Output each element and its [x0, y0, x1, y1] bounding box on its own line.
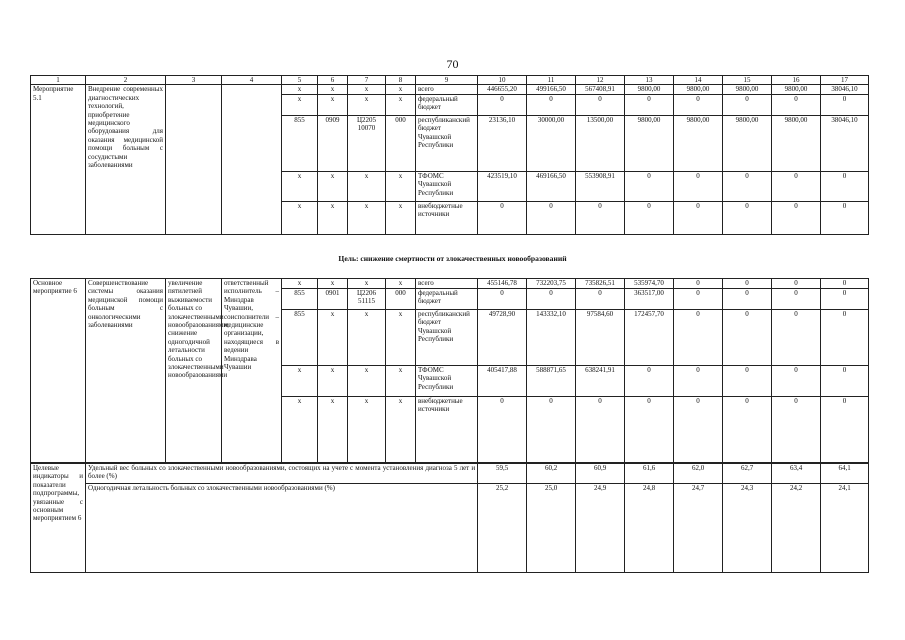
table-cell: 732203,75 [527, 279, 576, 289]
table-cell: 9800,00 [674, 85, 723, 94]
header-cell: 7 [348, 76, 386, 85]
table-row [31, 85, 869, 94]
indicator-value: 24,8 [625, 484, 674, 573]
table-cell: x [386, 85, 416, 94]
indicator-value: 24,1 [821, 484, 869, 573]
table-cell: x [386, 310, 416, 366]
funding-source-cell: всего [416, 85, 478, 94]
indicator-value: 62,7 [723, 464, 772, 484]
table-cell: x [386, 279, 416, 289]
header-cell: 3 [166, 76, 222, 85]
funding-source-cell: ТФОМС Чувашской Республики [416, 366, 478, 397]
table-cell: x [348, 201, 386, 234]
table-cell: 0 [821, 289, 869, 310]
funding-source-cell: ТФОМС Чувашской Республики [416, 171, 478, 201]
indicator-value: 24,3 [723, 484, 772, 573]
header-cell: 5 [282, 76, 318, 85]
indicator-row [31, 484, 869, 573]
table-cell: 0 [821, 201, 869, 234]
indicator-value: 59,5 [478, 464, 527, 484]
indicator-value: 25,0 [527, 484, 576, 573]
budget-table-main-event-6 [30, 278, 869, 463]
table-cell: x [348, 85, 386, 94]
header-cell: 9 [416, 76, 478, 85]
table-cell: 0 [625, 201, 674, 234]
table-cell: 0 [527, 201, 576, 234]
header-cell: 10 [478, 76, 527, 85]
table-cell: x [282, 279, 318, 289]
indicator-value: 60,9 [576, 464, 625, 484]
executor-cell [222, 85, 282, 234]
table-cell: 0 [723, 289, 772, 310]
funding-source-cell: федеральный бюджет [416, 94, 478, 115]
header-cell: 16 [772, 76, 821, 85]
table-cell: 0 [478, 94, 527, 115]
table-cell: 0 [527, 397, 576, 463]
table-cell: x [318, 310, 348, 366]
table-cell: 0 [625, 94, 674, 115]
indicators-table [30, 463, 869, 573]
table-cell: x [318, 366, 348, 397]
indicators-label-cell: Целевые индикаторы и показатели подпрограммы, увязанные с основным мероприятием 6 [31, 464, 86, 573]
indicator-value: 63,4 [772, 464, 821, 484]
table-cell: x [386, 201, 416, 234]
funding-source-cell: федеральный бюджет [416, 289, 478, 310]
table-cell: 0 [674, 94, 723, 115]
table-cell: x [318, 279, 348, 289]
table-cell: 38046,10 [821, 85, 869, 94]
table-cell: x [348, 279, 386, 289]
table-cell: 0 [772, 279, 821, 289]
header-cell: 14 [674, 76, 723, 85]
table-cell: 0 [723, 366, 772, 397]
table-cell: 0 [527, 289, 576, 310]
table-cell: 455146,78 [478, 279, 527, 289]
table-cell: 405417,88 [478, 366, 527, 397]
table-cell: 0 [478, 397, 527, 463]
table-cell: 0 [576, 397, 625, 463]
table-cell: x [282, 85, 318, 94]
table-cell: x [386, 171, 416, 201]
table-cell: 23136,10 [478, 115, 527, 171]
header-cell: 8 [386, 76, 416, 85]
table-cell: 0 [821, 397, 869, 463]
table-cell: 9800,00 [772, 115, 821, 171]
indicator-text-cell: Удельный вес больных со злокачественными новообразованиями, состоящих на учете с момента установления диагноза 5 лет и более (%) [86, 464, 478, 484]
header-cell: 6 [318, 76, 348, 85]
table-cell: x [348, 397, 386, 463]
table-cell: 0 [478, 289, 527, 310]
table-cell: x [386, 397, 416, 463]
header-cell: 13 [625, 76, 674, 85]
table-cell: 0 [772, 289, 821, 310]
table-cell: 855 [282, 310, 318, 366]
indicator-value: 24,2 [772, 484, 821, 573]
table-cell: 0 [821, 94, 869, 115]
funding-source-cell: внебюджетные источники [416, 201, 478, 234]
table-cell: x [318, 94, 348, 115]
table-cell: 0 [772, 366, 821, 397]
table-cell: 0 [821, 171, 869, 201]
header-row [31, 76, 869, 85]
table-cell: 0909 [318, 115, 348, 171]
header-cell: 17 [821, 76, 869, 85]
table-cell: 9800,00 [625, 115, 674, 171]
header-cell: 15 [723, 76, 772, 85]
table-cell: x [318, 85, 348, 94]
table-cell: 0 [772, 397, 821, 463]
funding-source-cell: внебюджетные источники [416, 397, 478, 463]
table-cell: 0 [772, 310, 821, 366]
goal-indicator-cell [166, 85, 222, 234]
indicator-text-cell: Одногодичная летальность больных со злокачественными новообразованиями (%) [86, 484, 478, 573]
table-cell: 0 [821, 310, 869, 366]
table-cell: 0 [674, 397, 723, 463]
table-cell: x [348, 171, 386, 201]
funding-source-cell: республиканский бюджет Чувашской Республики [416, 115, 478, 171]
table-cell: 553908,91 [576, 171, 625, 201]
table-cell: x [282, 201, 318, 234]
table-cell: x [318, 171, 348, 201]
table-cell: 000 [386, 115, 416, 171]
table-cell: 567408,91 [576, 85, 625, 94]
table-cell: 0 [723, 279, 772, 289]
funding-source-cell: республиканский бюджет Чувашской Республики [416, 310, 478, 366]
table-cell: x [318, 397, 348, 463]
table-cell: 0 [821, 279, 869, 289]
table-cell: 0 [674, 201, 723, 234]
indicator-value: 60,2 [527, 464, 576, 484]
table-cell: 0 [723, 310, 772, 366]
table-cell: x [348, 310, 386, 366]
table-cell: x [282, 94, 318, 115]
table-cell: 0 [723, 397, 772, 463]
table-cell: 423519,10 [478, 171, 527, 201]
table-cell: 0 [674, 310, 723, 366]
table-cell: 0 [674, 366, 723, 397]
indicator-value: 61,6 [625, 464, 674, 484]
table-cell: 9800,00 [772, 85, 821, 94]
table-cell: 0 [772, 94, 821, 115]
event-name-cell: Основное мероприятие 6 [31, 279, 86, 463]
table-cell: 97584,60 [576, 310, 625, 366]
table-cell: 0 [723, 94, 772, 115]
table-cell: 0 [772, 201, 821, 234]
header-cell: 11 [527, 76, 576, 85]
indicator-row [31, 464, 869, 484]
table-cell: 0 [723, 171, 772, 201]
executor-cell: ответственный исполнитель – Минздрав Чувашии, соисполнители – медицинские организации, находящиеся в ведении Минздрава Чувашии [222, 279, 282, 463]
table-cell: x [318, 201, 348, 234]
indicator-value: 62,0 [674, 464, 723, 484]
table-cell: 9800,00 [674, 115, 723, 171]
table-row [31, 279, 869, 289]
table-cell: x [282, 366, 318, 397]
table-cell: x [282, 397, 318, 463]
table-cell: 0901 [318, 289, 348, 310]
table-cell: 000 [386, 289, 416, 310]
table-cell: 38046,10 [821, 115, 869, 171]
table-cell: 535974,70 [625, 279, 674, 289]
table-cell: 446655,20 [478, 85, 527, 94]
table-cell: Ц2206 51115 [348, 289, 386, 310]
table-cell: 9800,00 [723, 115, 772, 171]
header-cell: 12 [576, 76, 625, 85]
header-cell: 2 [86, 76, 166, 85]
table-cell: 588871,65 [527, 366, 576, 397]
header-cell: 4 [222, 76, 282, 85]
indicator-value: 25,2 [478, 484, 527, 573]
budget-table-event-5-1 [30, 75, 869, 235]
goal-indicator-cell: увеличение пятилетней выживаемости больных со злокачественными новообразованиями; снижение одногодичной летальности больных со злокачественными новообразованиями [166, 279, 222, 463]
table-cell: 49728,90 [478, 310, 527, 366]
table-cell: 0 [674, 289, 723, 310]
page-number: 70 [446, 57, 459, 71]
table-cell: 363517,00 [625, 289, 674, 310]
table-cell: Ц2205 10070 [348, 115, 386, 171]
funding-source-cell: всего [416, 279, 478, 289]
table-cell: 9800,00 [723, 85, 772, 94]
goal-heading: Цель: снижение смертности от злокачественных новообразований [338, 254, 567, 263]
table-cell: 0 [576, 289, 625, 310]
table-cell: 855 [282, 289, 318, 310]
table-cell: x [386, 94, 416, 115]
table-cell: 9800,00 [625, 85, 674, 94]
table-cell: 0 [576, 201, 625, 234]
table-cell: 0 [625, 397, 674, 463]
event-description-cell: Внедрение современных диагностических технологий, приобретение медицинского оборудования для оказания медицинской помощи больным с сосудистыми заболеваниями [86, 85, 166, 234]
table-cell: 0 [674, 279, 723, 289]
table-cell: 0 [478, 201, 527, 234]
table-cell: 0 [674, 171, 723, 201]
table-cell: 13500,00 [576, 115, 625, 171]
header-cell: 1 [31, 76, 86, 85]
table-cell: 469166,50 [527, 171, 576, 201]
table-cell: 0 [576, 94, 625, 115]
table-cell: 499166,50 [527, 85, 576, 94]
event-name-cell: Мероприятие 5.1 [31, 85, 86, 234]
table-cell: 143332,10 [527, 310, 576, 366]
table-cell: x [348, 366, 386, 397]
table-cell: x [282, 171, 318, 201]
indicator-value: 24,9 [576, 484, 625, 573]
table-cell: 0 [821, 366, 869, 397]
table-cell: 30000,00 [527, 115, 576, 171]
indicator-value: 64,1 [821, 464, 869, 484]
table-cell: 0 [625, 171, 674, 201]
table-cell: 638241,91 [576, 366, 625, 397]
event-description-cell: Совершенствование системы оказания медицинской помощи больным с онкологическими заболеваниями [86, 279, 166, 463]
table-cell: 0 [723, 201, 772, 234]
table-cell: 0 [772, 171, 821, 201]
table-cell: x [386, 366, 416, 397]
table-cell: 0 [625, 366, 674, 397]
table-cell: 735826,51 [576, 279, 625, 289]
indicator-value: 24,7 [674, 484, 723, 573]
table-cell: 172457,70 [625, 310, 674, 366]
table-cell: 855 [282, 115, 318, 171]
table-cell: x [348, 94, 386, 115]
table-cell: 0 [527, 94, 576, 115]
